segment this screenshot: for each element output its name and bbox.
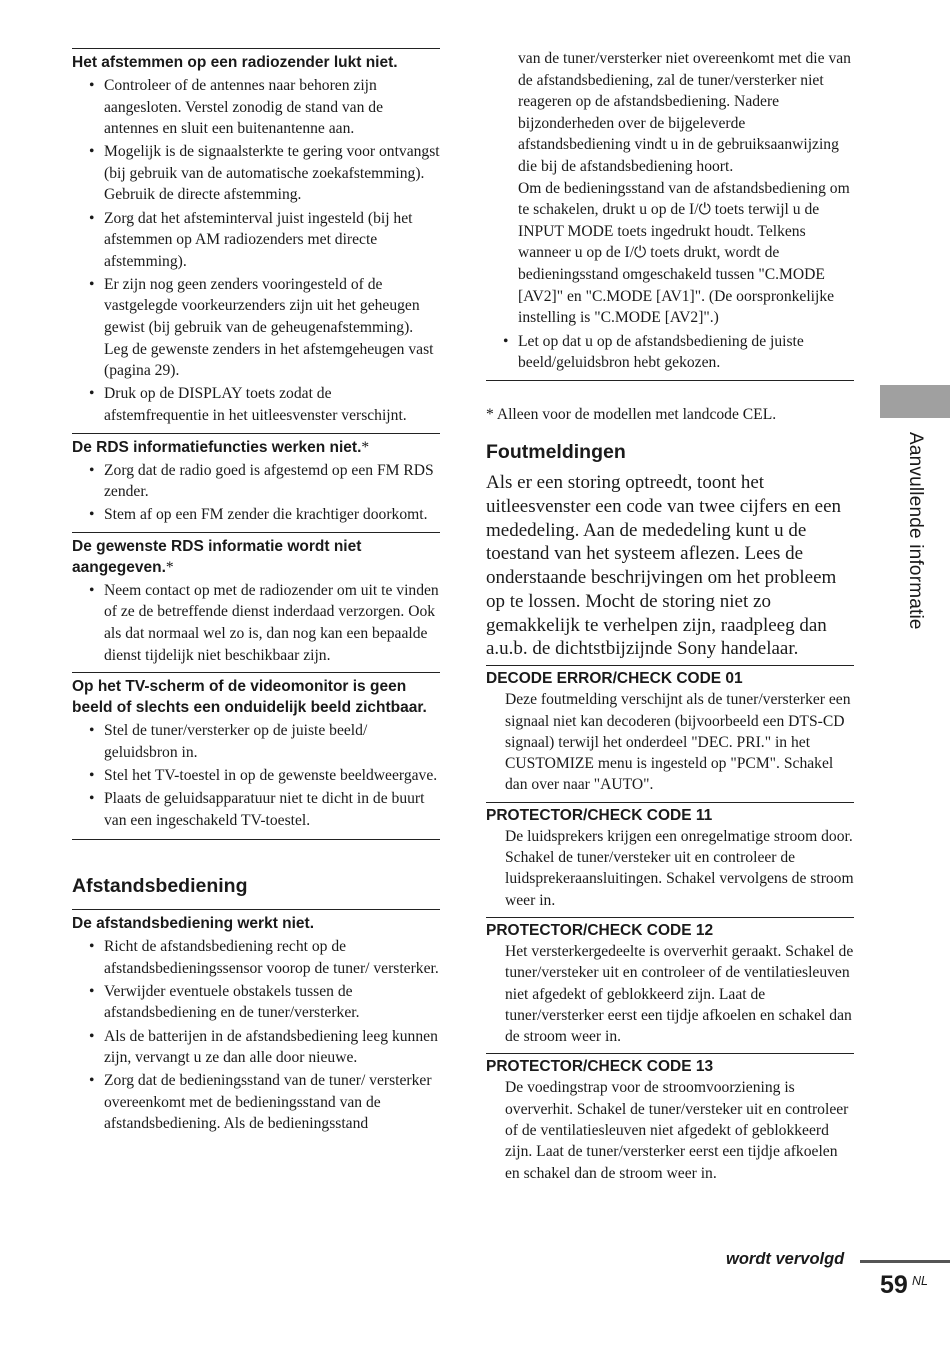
- page-number: 59: [880, 1271, 908, 1299]
- list-item: • Stel het TV-toestel in op de gewenste beeldweergave.: [72, 765, 440, 787]
- right-column: [486, 48, 854, 1190]
- list-item: • Controleer of de antennes naar behoren zijn aangesloten. Verstel zonodig de stand van de antennes en sluit een buitenantenne aan.: [72, 75, 440, 140]
- continued-rule: [860, 1260, 950, 1263]
- error-code: PROTECTOR/CHECK CODE 11: [486, 802, 854, 826]
- list-item: • Stel de tuner/versterker op de juiste beeld/ geluidsbron in.: [72, 720, 440, 763]
- tuner-list: [72, 75, 440, 427]
- footnote-marker: *: [165, 558, 174, 576]
- error-entry: [486, 1053, 854, 1183]
- section-divider: [72, 839, 440, 840]
- list-item: • Als de batterijen in de afstandsbediening leeg kunnen zijn, vervangt u ze dan alle door nieuwe.: [72, 1026, 440, 1069]
- error-code: DECODE ERROR/CHECK CODE 01: [486, 665, 854, 689]
- tuner-heading: Het afstemmen op een radiozender lukt niet.: [72, 48, 440, 73]
- continuation-paragraph: Om de bedieningsstand van de afstandsbediening om te schakelen, drukt u op de I/⏻ toets terwijl u de INPUT MODE toets ingedrukt houdt. Telkens wanneer u op de I/⏻ toets drukt, wordt de bedieningsstand omgeschakeld tussen "C.MODE [AV2]" en "C.MODE [AV1]". (De oorspronkelijke instelling is "C.MODE [AV2]".): [518, 179, 850, 327]
- remote-continuation: [486, 48, 854, 329]
- list-item: • Stem af op een FM zender die krachtiger doorkomt.: [72, 504, 440, 526]
- list-item: • Er zijn nog geen zenders vooringesteld of de vastgelegde voorkeurzenders zijn uit het geheugen gewist (bij gebruik van de geheugenafstemming). Leg de gewenste zenders in het afstemgeheugen vast (pagina 29).: [72, 274, 440, 382]
- section-rds-info: [72, 532, 440, 666]
- error-entry: [486, 665, 854, 795]
- rds-heading-text: De RDS informatiefuncties werken niet.: [72, 438, 362, 456]
- list-item: • Neem contact op met de radiozender om uit te vinden of ze de betreffende dienst inderdaad verzorgen. Ook als dat normaal wel zo is, dan nog kan een bepaalde dienst tijdelijk niet beschikbaar zijn.: [72, 580, 440, 666]
- errors-section-title: Foutmeldingen: [486, 440, 626, 463]
- remote-list-continued: [486, 331, 854, 374]
- rds-info-list: [72, 580, 440, 666]
- tv-list: [72, 720, 440, 831]
- footnote-marker: *: [361, 438, 370, 456]
- error-description: De luidsprekers krijgen een onregelmatige stroom door. Schakel de tuner/versteker uit en controleer de luidsprekeraansluitingen. Schakel vervolgens de stroom weer in.: [505, 827, 854, 909]
- continuation-paragraph: van de tuner/versterker niet overeenkomt met die van de afstandsbediening, zal de tuner/versterker niet reageren op de afstandsbediening. Nadere bijzonderheden over de bijgeleverde afstandsbediening vindt u in de gebruiksaanwijzing die bij de afstandsbediening hoort.: [518, 50, 851, 175]
- remote-heading: De afstandsbediening werkt niet.: [72, 909, 440, 934]
- section-tuner: [72, 48, 440, 427]
- error-entry: [486, 802, 854, 911]
- list-item: • Zorg dat de radio goed is afgestemd op een FM RDS zender.: [72, 460, 440, 503]
- footnote: * Alleen voor de modellen met landcode CEL.: [486, 405, 777, 423]
- page-language-code: NL: [912, 1274, 928, 1288]
- errors-intro: Als er een storing optreedt, toont het uitleesvenster een code van twee cijfers en een mededeling. Aan de mededeling kunt u de toestand van het systeem aflezen. Lees de onderstaande beschrijvingen om het probleem op te lossen. Mocht de storing niet zo gemakkelijk te verhelpen zijn, raadpleeg dan a.u.b. de dichtstbijzijnde Sony handelaar.: [486, 471, 842, 660]
- section-tv: [72, 672, 440, 831]
- error-description: De voedingstrap voor de stroomvoorziening is oververhit. Schakel de tuner/versteker uit en controleer of de ventilatiesleuven niet afgedekt of geblokkeerd zijn. Laat de tuner/versterker eerst een tijdje afkoelen en schakel dan de stroom weer in.: [505, 1079, 849, 1182]
- error-description: Deze foutmelding verschijnt als de tuner/versterker een signaal niet kan decoderen (bijvoorbeeld een DTS-CD signaal) terwijl het onderdeel "DEC. PRI." in het CUSTOMIZE menu is ingesteld op "PCM". Schakel dan over naar "AUTO".: [505, 691, 851, 794]
- list-item: • Zorg dat de bedieningsstand van de tuner/ versterker overeenkomt met de bedieningsstand van de afstandsbediening. Als de bedieningsstand: [72, 1070, 440, 1135]
- side-tab-marker: [880, 385, 950, 418]
- left-column: [72, 48, 440, 1141]
- list-item: • Let op dat u op de afstandsbediening de juiste beeld/geluidsbron hebt gekozen.: [486, 331, 854, 374]
- list-item: • Richt de afstandsbediening recht op de afstandsbedieningssensor voorop de tuner/ versterker.: [72, 936, 440, 979]
- section-divider: [486, 380, 854, 381]
- error-description: Het versterkergedeelte is oververhit geraakt. Schakel de tuner/versteker uit en controleer of de ventilatiesleuven niet afgedekt of geblokkeerd zijn. Laat de tuner/versterker eerst een tijdje afkoelen en schakel dan de stroom weer in.: [505, 942, 854, 1046]
- rds-heading: [72, 433, 440, 458]
- list-item: • Zorg dat het afsteminterval juist ingesteld (bij het afstemmen op AM radiozenders met directe afstemming).: [72, 208, 440, 273]
- rds-info-heading-text: De gewenste RDS informatie wordt niet aangegeven.: [72, 537, 362, 576]
- section-rds: [72, 433, 440, 526]
- remote-section-title: Afstandsbediening: [72, 875, 248, 898]
- rds-list: [72, 460, 440, 526]
- list-item: • Druk op de DISPLAY toets zodat de afstemfrequentie in het uitleesvenster verschijnt.: [72, 383, 440, 426]
- error-code: PROTECTOR/CHECK CODE 12: [486, 917, 854, 941]
- rds-info-heading: [72, 532, 440, 578]
- error-code: PROTECTOR/CHECK CODE 13: [486, 1053, 854, 1077]
- list-item: • Verwijder eventuele obstakels tussen de afstandsbediening en de tuner/versterker.: [72, 981, 440, 1024]
- section-remote: [72, 909, 440, 1135]
- error-entry: [486, 917, 854, 1047]
- side-tab-label: Aanvullende informatie: [905, 432, 926, 630]
- continued-label: wordt vervolgd: [726, 1250, 845, 1268]
- remote-list: [72, 936, 440, 1135]
- tv-heading: Op het TV-scherm of de videomonitor is geen beeld of slechts een onduidelijk beeld zichtbaar.: [72, 672, 440, 718]
- list-item: • Plaats de geluidsapparatuur niet te dicht in de buurt van een ingeschakeld TV-toestel.: [72, 788, 440, 831]
- list-item: • Mogelijk is de signaalsterkte te gering voor ontvangst (bij gebruik van de automatische zoekafstemming). Gebruik de directe afstemming.: [72, 141, 440, 206]
